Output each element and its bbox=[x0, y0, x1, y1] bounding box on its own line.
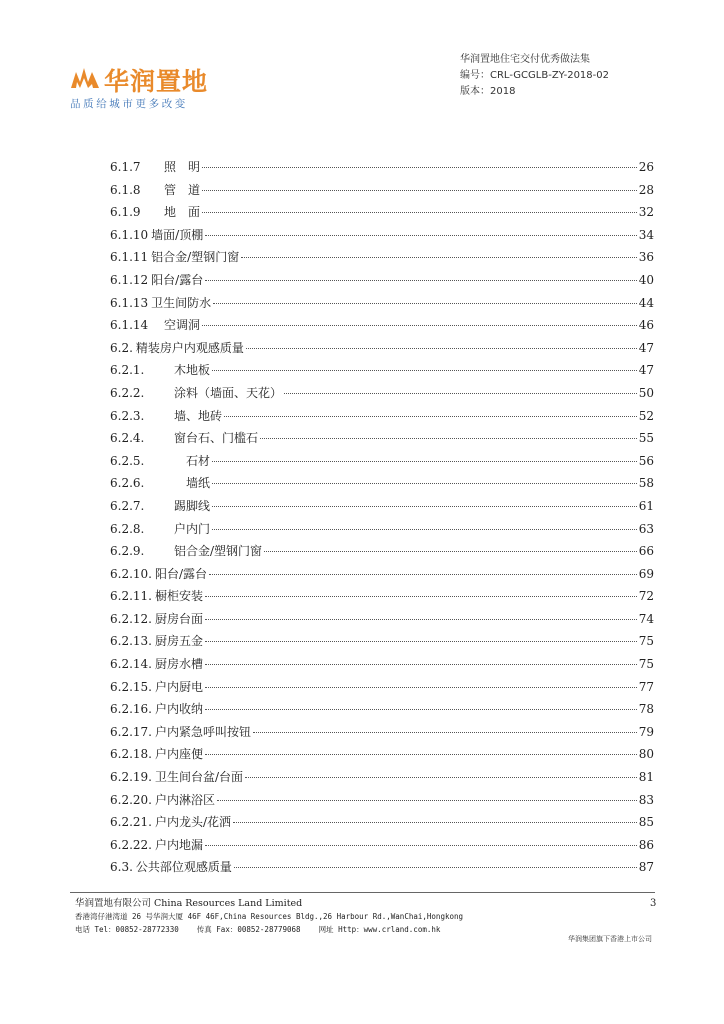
logo-slogan: 品质给城市更多改变 bbox=[70, 98, 188, 110]
footer-company: 华润置地有限公司 China Resources Land Limited bbox=[75, 898, 303, 909]
toc-entry-title: 地 面 bbox=[164, 205, 201, 220]
toc-entry-title: 阳台/露台 bbox=[151, 272, 204, 287]
toc-entry-number: 6.2.11. bbox=[110, 589, 152, 604]
toc-entry-number: 6.2.20. bbox=[110, 792, 152, 807]
toc-leader-dots bbox=[205, 280, 637, 281]
toc-leader-dots bbox=[234, 867, 637, 868]
toc-leader-dots bbox=[246, 348, 637, 349]
brand-mark-icon bbox=[70, 64, 100, 90]
toc-entry-page: 40 bbox=[638, 272, 654, 287]
table-of-contents bbox=[110, 158, 654, 881]
toc-entry-title: 户内地漏 bbox=[154, 837, 203, 852]
toc-entry[interactable] bbox=[110, 791, 654, 814]
toc-entry-page: 85 bbox=[638, 815, 654, 830]
toc-entry-page: 46 bbox=[638, 318, 654, 333]
toc-entry-title: 精装房户内观感质量 bbox=[135, 340, 244, 355]
toc-entry-page: 75 bbox=[638, 634, 654, 649]
toc-leader-dots bbox=[205, 664, 637, 665]
toc-leader-dots bbox=[205, 641, 637, 642]
toc-entry[interactable] bbox=[110, 520, 654, 543]
toc-leader-dots bbox=[233, 822, 637, 823]
toc-entry-title: 厨房五金 bbox=[154, 634, 203, 649]
toc-entry-page: 77 bbox=[638, 679, 654, 694]
toc-entry-number: 6.2.19. bbox=[110, 770, 152, 785]
toc-entry[interactable] bbox=[110, 271, 654, 294]
toc-entry-number: 6.2.6. bbox=[110, 476, 145, 491]
toc-entry-number: 6.2.18. bbox=[110, 747, 152, 762]
toc-leader-dots bbox=[209, 574, 637, 575]
toc-entry[interactable] bbox=[110, 339, 654, 362]
toc-leader-dots bbox=[205, 619, 637, 620]
toc-leader-dots bbox=[213, 303, 637, 304]
toc-entry[interactable] bbox=[110, 294, 654, 317]
toc-entry-title: 公共部位观感质量 bbox=[135, 860, 232, 875]
toc-entry-title: 木地板 bbox=[174, 363, 211, 378]
toc-entry-title: 户内门 bbox=[174, 521, 211, 536]
toc-entry-title: 户内淋浴区 bbox=[154, 792, 215, 807]
toc-entry-title: 管 道 bbox=[164, 182, 201, 197]
toc-entry[interactable] bbox=[110, 248, 654, 271]
page-number: 3 bbox=[650, 898, 657, 909]
toc-entry-title: 厨房水槽 bbox=[154, 657, 203, 672]
toc-entry[interactable] bbox=[110, 497, 654, 520]
toc-entry-number: 6.2. bbox=[110, 340, 133, 355]
toc-entry-page: 75 bbox=[638, 657, 654, 672]
toc-entry-page: 28 bbox=[638, 182, 654, 197]
toc-entry[interactable] bbox=[110, 384, 654, 407]
toc-entry-title: 铝合金/塑钢门窗 bbox=[174, 544, 263, 559]
toc-leader-dots bbox=[241, 257, 637, 258]
toc-entry-number: 6.2.3. bbox=[110, 408, 145, 423]
toc-entry-title: 墙、地砖 bbox=[174, 408, 223, 423]
toc-entry-number: 6.2.16. bbox=[110, 702, 152, 717]
toc-entry-number: 6.3. bbox=[110, 860, 133, 875]
toc-entry[interactable] bbox=[110, 316, 654, 339]
toc-entry[interactable] bbox=[110, 587, 654, 610]
toc-entry[interactable] bbox=[110, 361, 654, 384]
footer-note: 华润集团旗下香港上市公司 bbox=[568, 935, 652, 943]
logo-name: 华润置地 bbox=[104, 67, 209, 96]
toc-entry[interactable] bbox=[110, 452, 654, 475]
toc-entry[interactable] bbox=[110, 610, 654, 633]
toc-entry-number: 6.2.13. bbox=[110, 634, 152, 649]
toc-entry-number: 6.2.10. bbox=[110, 566, 152, 581]
toc-entry-title: 空调洞 bbox=[164, 318, 201, 333]
toc-entry[interactable] bbox=[110, 723, 654, 746]
toc-leader-dots bbox=[245, 777, 637, 778]
toc-entry-page: 47 bbox=[638, 340, 654, 355]
toc-entry[interactable] bbox=[110, 158, 654, 181]
toc-entry-number: 6.1.14 bbox=[110, 318, 149, 333]
toc-entry-title: 户内座便 bbox=[154, 747, 203, 762]
toc-entry-number: 6.2.7. bbox=[110, 498, 145, 513]
toc-leader-dots bbox=[205, 596, 637, 597]
toc-leader-dots bbox=[260, 438, 637, 439]
toc-entry[interactable] bbox=[110, 226, 654, 249]
toc-entry-number: 6.2.14. bbox=[110, 657, 152, 672]
toc-leader-dots bbox=[212, 529, 637, 530]
toc-entry[interactable] bbox=[110, 542, 654, 565]
toc-entry-page: 61 bbox=[638, 498, 654, 513]
toc-entry[interactable] bbox=[110, 407, 654, 430]
toc-leader-dots bbox=[202, 167, 637, 168]
document-title: 华润置地住宅交付优秀做法集 bbox=[460, 54, 590, 65]
toc-entry-page: 81 bbox=[638, 770, 654, 785]
toc-entry[interactable] bbox=[110, 474, 654, 497]
toc-entry-number: 6.2.12. bbox=[110, 611, 152, 626]
toc-leader-dots bbox=[212, 461, 637, 462]
toc-entry-number: 6.1.10 bbox=[110, 227, 149, 242]
footer-tel: 电话 Tel：00852-28772330 bbox=[75, 925, 179, 934]
toc-entry-title: 户内龙头/花洒 bbox=[154, 815, 232, 830]
toc-entry-number: 6.2.4. bbox=[110, 431, 145, 446]
toc-leader-dots bbox=[284, 393, 637, 394]
toc-entry-page: 58 bbox=[638, 476, 654, 491]
toc-entry-page: 44 bbox=[638, 295, 654, 310]
footer-address: 香港湾仔港湾道 26 号华润大厦 46F 46F,China Resources Bldg.,26 Harbour Rd.,WanChai,Hongkong bbox=[75, 912, 464, 921]
footer bbox=[75, 897, 463, 936]
toc-entry-title: 照 明 bbox=[164, 160, 201, 174]
toc-entry-title: 户内收纳 bbox=[154, 702, 203, 717]
toc-entry-title: 户内紧急呼叫按钮 bbox=[154, 724, 251, 739]
document-info bbox=[460, 52, 609, 100]
toc-entry[interactable] bbox=[110, 745, 654, 768]
toc-leader-dots bbox=[205, 709, 637, 710]
toc-entry-title: 卫生间台盆/台面 bbox=[154, 770, 244, 785]
document-version: 版本：2018 bbox=[460, 86, 516, 97]
toc-entry-page: 50 bbox=[638, 385, 654, 400]
toc-entry-number: 6.2.5. bbox=[110, 453, 145, 468]
toc-entry-title: 橱柜安装 bbox=[154, 589, 203, 604]
toc-entry-page: 74 bbox=[638, 611, 654, 626]
toc-entry-page: 55 bbox=[638, 431, 654, 446]
toc-entry[interactable] bbox=[110, 203, 654, 226]
toc-entry-number: 6.2.22. bbox=[110, 837, 152, 852]
toc-entry-number: 6.1.8 bbox=[110, 182, 141, 197]
footer-fax: 传真 Fax：00852-28779068 bbox=[196, 925, 301, 934]
toc-entry-title: 踢脚线 bbox=[174, 498, 211, 513]
toc-entry-page: 47 bbox=[638, 363, 654, 378]
toc-entry-number: 6.2.1. bbox=[110, 363, 145, 378]
toc-entry-number: 6.2.21. bbox=[110, 815, 152, 830]
toc-entry-title: 厨房台面 bbox=[154, 611, 203, 626]
toc-entry-page: 79 bbox=[638, 724, 654, 739]
toc-entry-page: 26 bbox=[638, 160, 654, 174]
toc-entry-page: 63 bbox=[638, 521, 654, 536]
toc-leader-dots bbox=[212, 483, 637, 484]
toc-leader-dots bbox=[217, 800, 637, 801]
toc-entry-title: 涂料（墙面、天花） bbox=[174, 385, 283, 400]
toc-leader-dots bbox=[264, 551, 637, 552]
toc-leader-dots bbox=[202, 325, 637, 326]
toc-entry[interactable] bbox=[110, 181, 654, 204]
toc-entry-number: 6.1.11 bbox=[110, 250, 149, 265]
toc-leader-dots bbox=[212, 370, 637, 371]
footer-web[interactable]: 网址 Http：www.crland.com.hk bbox=[318, 925, 441, 934]
toc-entry-title: 石材 bbox=[186, 453, 211, 468]
toc-entry-number: 6.1.9 bbox=[110, 205, 141, 220]
toc-entry-title: 阳台/露台 bbox=[154, 566, 208, 581]
toc-entry-number: 6.1.12 bbox=[110, 272, 149, 287]
toc-entry-page: 66 bbox=[638, 544, 654, 559]
footer-contacts bbox=[75, 923, 463, 936]
toc-entry-title: 卫生间防水 bbox=[151, 295, 212, 310]
toc-leader-dots bbox=[202, 190, 637, 191]
toc-entry[interactable] bbox=[110, 700, 654, 723]
toc-entry-page: 56 bbox=[638, 453, 654, 468]
toc-leader-dots bbox=[205, 235, 637, 236]
toc-leader-dots bbox=[205, 845, 637, 846]
toc-entry-title: 铝合金/塑钢门窗 bbox=[151, 250, 240, 265]
toc-entry-number: 6.2.2. bbox=[110, 385, 145, 400]
toc-entry-number: 6.1.7 bbox=[110, 160, 141, 174]
footer-divider bbox=[70, 892, 655, 893]
toc-entry-title: 窗台石、门槛石 bbox=[174, 431, 259, 446]
toc-entry-title: 墙纸 bbox=[186, 476, 211, 491]
toc-entry-page: 87 bbox=[638, 860, 654, 875]
toc-leader-dots bbox=[205, 687, 637, 688]
toc-entry[interactable] bbox=[110, 813, 654, 836]
toc-entry[interactable] bbox=[110, 565, 654, 588]
toc-entry-number: 6.2.15. bbox=[110, 679, 152, 694]
toc-entry[interactable] bbox=[110, 632, 654, 655]
toc-entry[interactable] bbox=[110, 858, 654, 881]
toc-entry[interactable] bbox=[110, 836, 654, 859]
toc-entry-number: 6.1.13 bbox=[110, 295, 149, 310]
toc-entry[interactable] bbox=[110, 655, 654, 678]
toc-leader-dots bbox=[212, 506, 637, 507]
toc-entry-number: 6.2.8. bbox=[110, 521, 145, 536]
toc-entry[interactable] bbox=[110, 429, 654, 452]
toc-entry-title: 墙面/顶棚 bbox=[151, 227, 204, 242]
toc-entry-page: 80 bbox=[638, 747, 654, 762]
toc-entry-page: 69 bbox=[638, 566, 654, 581]
toc-entry-page: 52 bbox=[638, 408, 654, 423]
toc-entry-page: 34 bbox=[638, 227, 654, 242]
toc-leader-dots bbox=[253, 732, 637, 733]
toc-entry-page: 86 bbox=[638, 837, 654, 852]
toc-entry-page: 32 bbox=[638, 205, 654, 220]
toc-entry-number: 6.2.9. bbox=[110, 544, 145, 559]
toc-entry[interactable] bbox=[110, 768, 654, 791]
toc-entry-page: 78 bbox=[638, 702, 654, 717]
toc-entry[interactable] bbox=[110, 678, 654, 701]
toc-entry-page: 83 bbox=[638, 792, 654, 807]
toc-leader-dots bbox=[224, 416, 637, 417]
toc-entry-page: 36 bbox=[638, 250, 654, 265]
toc-leader-dots bbox=[205, 754, 637, 755]
toc-entry-title: 户内厨电 bbox=[154, 679, 203, 694]
toc-leader-dots bbox=[202, 212, 637, 213]
toc-entry-number: 6.2.17. bbox=[110, 724, 152, 739]
toc-entry-page: 72 bbox=[638, 589, 654, 604]
document-code: 编号：CRL-GCGLB-ZY-2018-02 bbox=[460, 70, 609, 81]
company-logo bbox=[70, 62, 230, 112]
